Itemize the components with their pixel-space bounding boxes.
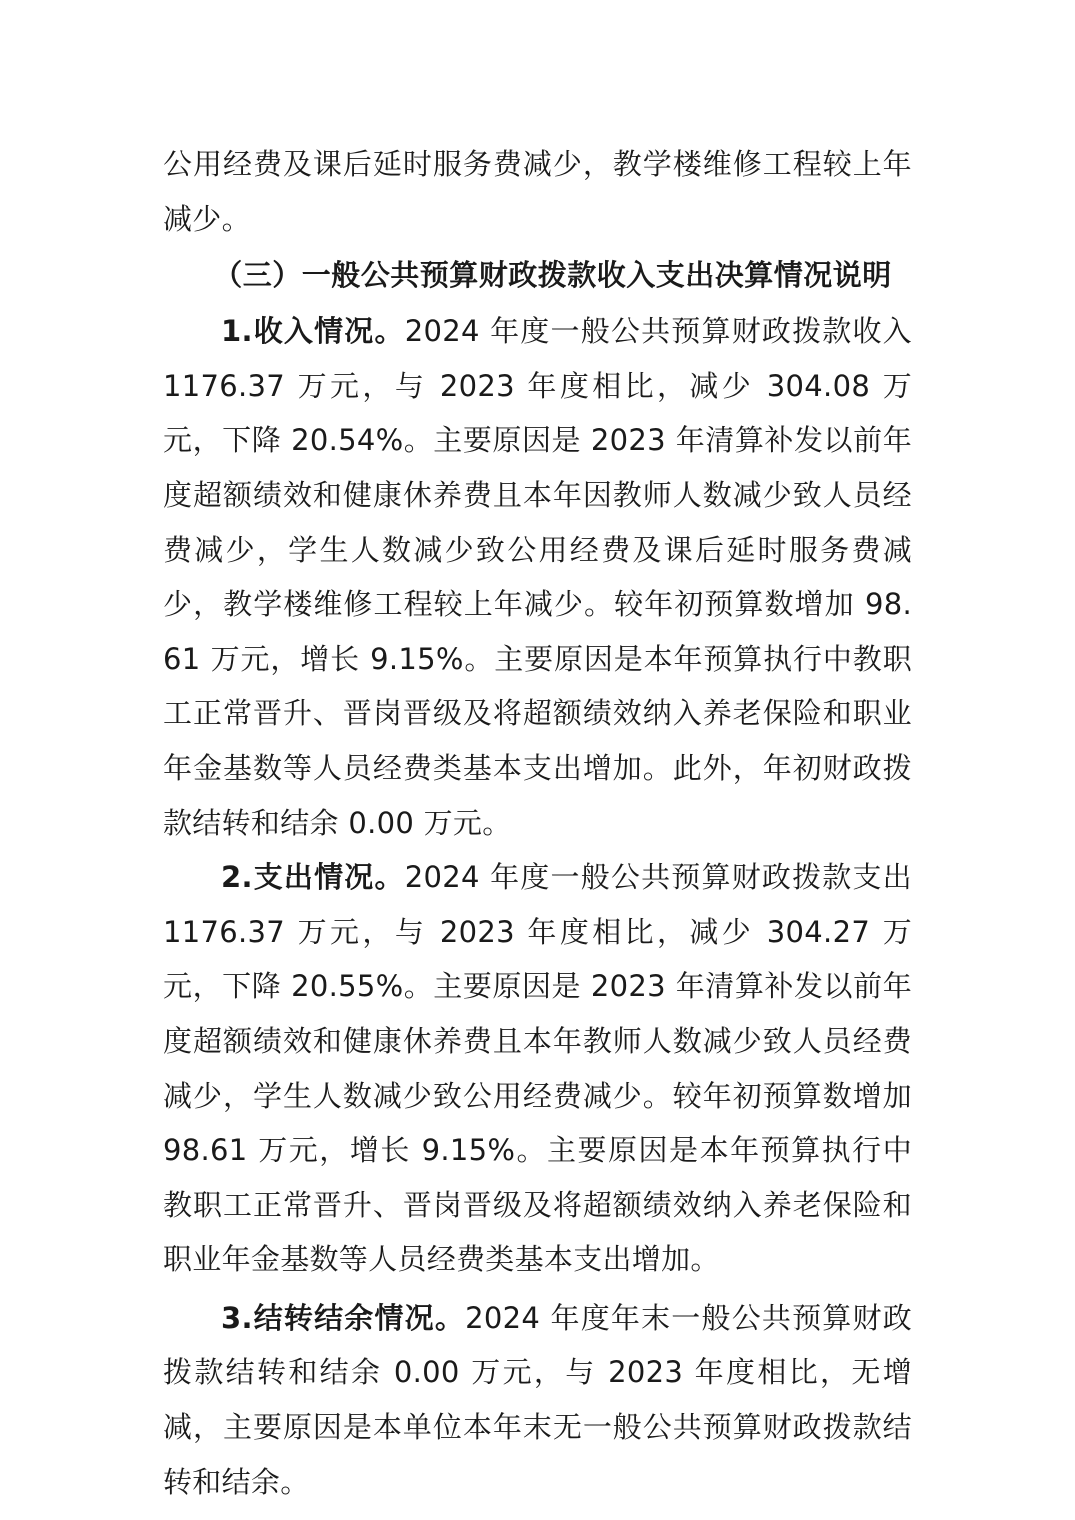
income-paragraph [163, 304, 912, 850]
document-page [163, 137, 912, 1509]
expenditure-body: 2024 年度一般公共预算财政拨款支出 1176.37 万元，与 2023 年度相比，减少 304.27 万元，下降 20.55%。主要原因是 2023 年清算补发以前年度超额绩效和健康休养费且本年教师人数减少致人员经费减少，学生人数减少致公用经费减少。较年初预算数增加 98.61 万元，增长 9.15%。主要原因是本年预算执行中教职工正常晋升、晋岗晋级及将超额绩效纳入养老保险和职业年金基数等人员经费类基本支出增加。 [163, 860, 912, 1277]
continuation-paragraph [163, 137, 912, 246]
carryover-body: 2024 年度年末一般公共预算财政拨款结转和结余 0.00 万元，与 2023 年度相比，无增减，主要原因是本单位本年末无一般公共预算财政拨款结转和结余。 [163, 1300, 912, 1499]
continuation-text: 公用经费及课后延时服务费减少，教学楼维修工程较上年减少。 [163, 147, 912, 236]
income-lead: 1.收入情况。 [221, 314, 405, 349]
income-body: 2024 年度一般公共预算财政拨款收入 1176.37 万元，与 2023 年度相比，减少 304.08 万元，下降 20.54%。主要原因是 2023 年清算补发以前年度超额绩效和健康休养费且本年因教师人数减少致人员经费减少，学生人数减少致公用经费及课后延时服务费减少，教学楼维修工程较上年减少。较年初预算数增加 98.61 万元，增长 9.15%。主要原因是本年预算执行中教职工正常晋升、晋岗晋级及将超额绩效纳入养老保险和职业年金基数等人员经费类基本支出增加。此外，年初财政拨款结转和结余 0.00 万元。 [163, 314, 912, 840]
carryover-paragraph [163, 1291, 912, 1509]
expenditure-lead: 2.支出情况。 [221, 860, 405, 895]
carryover-lead: 3.结转结余情况。 [221, 1300, 466, 1335]
section-heading: （三）一般公共预算财政拨款收入支出决算情况说明 [213, 258, 892, 293]
expenditure-paragraph [163, 850, 912, 1287]
